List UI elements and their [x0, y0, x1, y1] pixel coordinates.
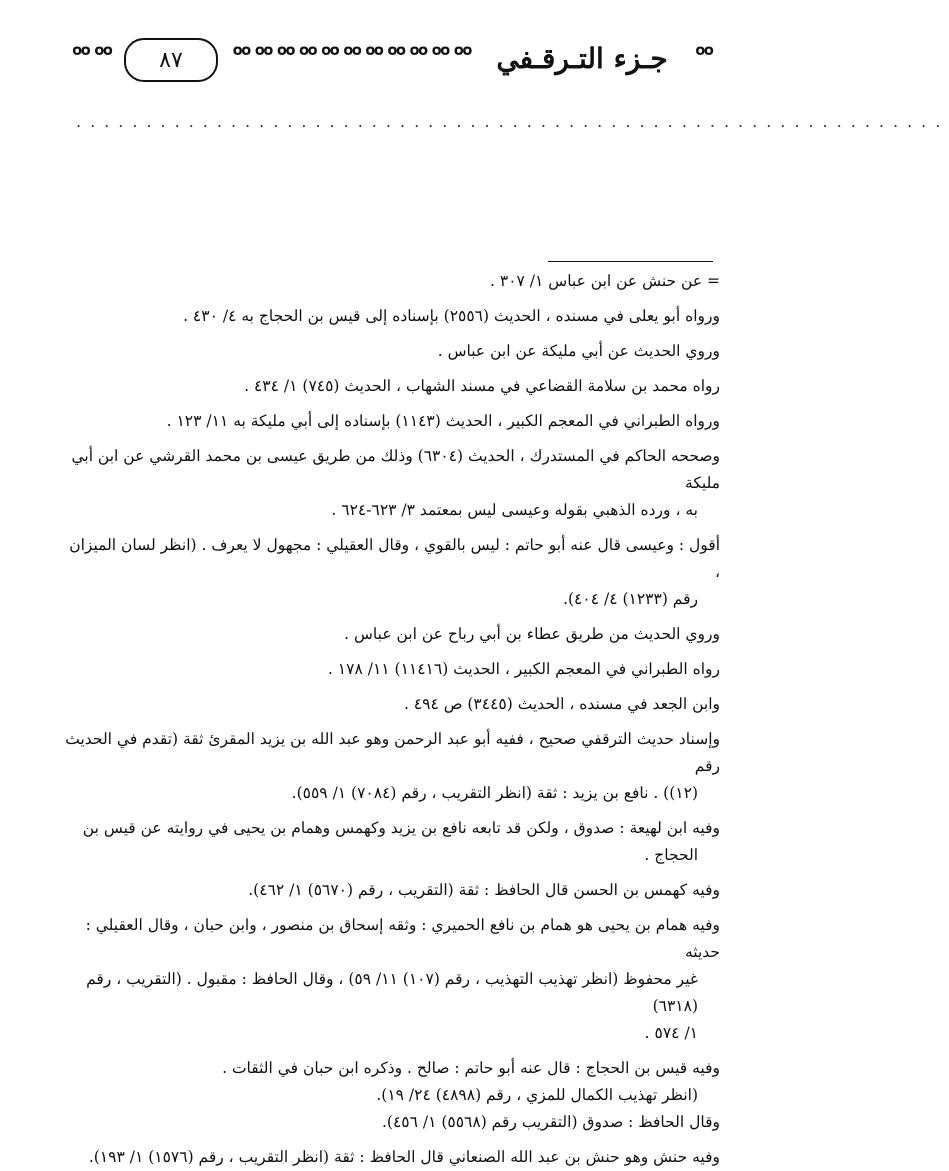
footnote-line: الحجاج .: [644, 846, 698, 864]
footnote-line: وقال الحافظ : صدوق (التقريب رقم (٥٥٦٨) ١/ ٤٥٦).: [381, 1113, 720, 1131]
footnote-line: غير محفوظ (انظر تهذيب التهذيب ، رقم (١٠٧) ١١/ ٥٩) ، وقال الحافظ : مقبول . (التقريب ، رقم (٦٣١٨): [86, 970, 698, 1015]
footnote-line: وإسناد حديث الترقفي صحيح ، ففيه أبو عبد الرحمن وهو عبد الله بن يزيد المقرئ ثقة (تقدم في الحديث رقم: [65, 730, 720, 775]
footnote-line: وابن الجعد في مسنده ، الحديث (٣٤٤٥) ص ٤٩٤ .: [403, 695, 720, 713]
footnote-line: أقول : وعيسى قال عنه أبو حاتم : ليس بالقوي ، وقال العقيلي : مجهول لا يعرف . (انظر لسان الميزان ،: [69, 536, 720, 581]
footnote-line: ورواه أبو يعلى في مسنده ، الحديث (٢٥٥٦) بإسناده إلى قيس بن الحجاج به ٤/ ٤٣٠ .: [183, 307, 720, 325]
footnote-line: وفيه حنش وهو حنش بن عبد الله الصنعاني قال الحافظ : ثقة (انظر التقريب ، رقم (١٥٧٦) ١/ ١٩٣).: [88, 1148, 720, 1166]
footnote-line: رواه الطبراني في المعجم الكبير ، الحديث (١١٤١٦) ١١/ ١٧٨ .: [327, 660, 720, 678]
footnotes: [60, 268, 720, 1171]
footnote-line: (انظر تهذيب الكمال للمزي ، رقم (٤٨٩٨) ٢٤/ ١٩).: [376, 1086, 698, 1104]
footnote-line: رواه محمد بن سلامة القضاعي في مسند الشهاب ، الحديث (٧٤٥) ١/ ٤٣٤ .: [244, 377, 720, 395]
footnote-line: (١٢)) . نافع بن يزيد : ثقة (انظر التقريب ، رقم (٧٠٨٤) ١/ ٥٥٩).: [291, 784, 698, 802]
footnote-line: وفيه ابن لهيعة : صدوق ، ولكن قد تابعه نافع بن يزيد وكهمس وهمام بن يحيى في روايته عن قيس بن: [82, 819, 720, 837]
book-title: جـزء التـرقـفي: [496, 41, 668, 75]
page-number: ٨٧: [124, 38, 218, 82]
footnote-line: وروي الحديث عن أبي مليكة عن ابن عباس .: [437, 342, 720, 360]
footnote-line: ورواه الطبراني في المعجم الكبير ، الحديث (١١٤٣) بإسناده إلى أبي مليكة به ١١/ ١٢٣ .: [166, 412, 720, 430]
footnote-line: رقم (١٢٣٣) ٤/ ٤٠٤).: [563, 590, 698, 608]
ornament-left: ᅇᅇ: [68, 44, 114, 75]
page-header: [52, 28, 722, 92]
footnote-line: وفيه همام بن يحيى هو همام بن نافع الحميري : وثقه إسحاق بن منصور ، وابن حبان ، وقال العقيلي : حديثه: [85, 916, 720, 961]
footnote-line: وصححه الحاكم في المستدرك ، الحديث (٦٣٠٤) وذلك من طريق عيسى بن محمد القرشي عن ابن أبي مليكة: [71, 447, 720, 492]
footnote-line: به ، ورده الذهبي بقوله وعيسى ليس بمعتمد ٣/ ٦٢٣-٦٢٤ .: [331, 501, 698, 519]
footnote-line: ١/ ٥٧٤ .: [644, 1024, 698, 1042]
footnote-line: وروي الحديث من طريق عطاء بن أبي رباح عن ابن عباس .: [344, 625, 720, 643]
footnote-line: وفيه قيس بن الحجاج : قال عنه أبو حاتم : صالح . وذكره ابن حبان في الثقات .: [222, 1059, 720, 1077]
ornament-right: ᅇ: [691, 44, 715, 75]
ornament-middle: ᅇᅇᅇᅇᅇᅇᅇᅇᅇᅇᅇ: [229, 44, 473, 75]
footnote-line: = عن حنش عن ابن عباس ١/ ٣٠٧ .: [490, 272, 720, 290]
footnote-line: وفيه كهمس بن الحسن قال الحافظ : ثقة (التقريب ، رقم (٥٦٧٠) ١/ ٤٦٢).: [248, 881, 720, 899]
footnote-rule: [548, 261, 713, 262]
dotted-separator: ..............................................................: [76, 112, 949, 131]
